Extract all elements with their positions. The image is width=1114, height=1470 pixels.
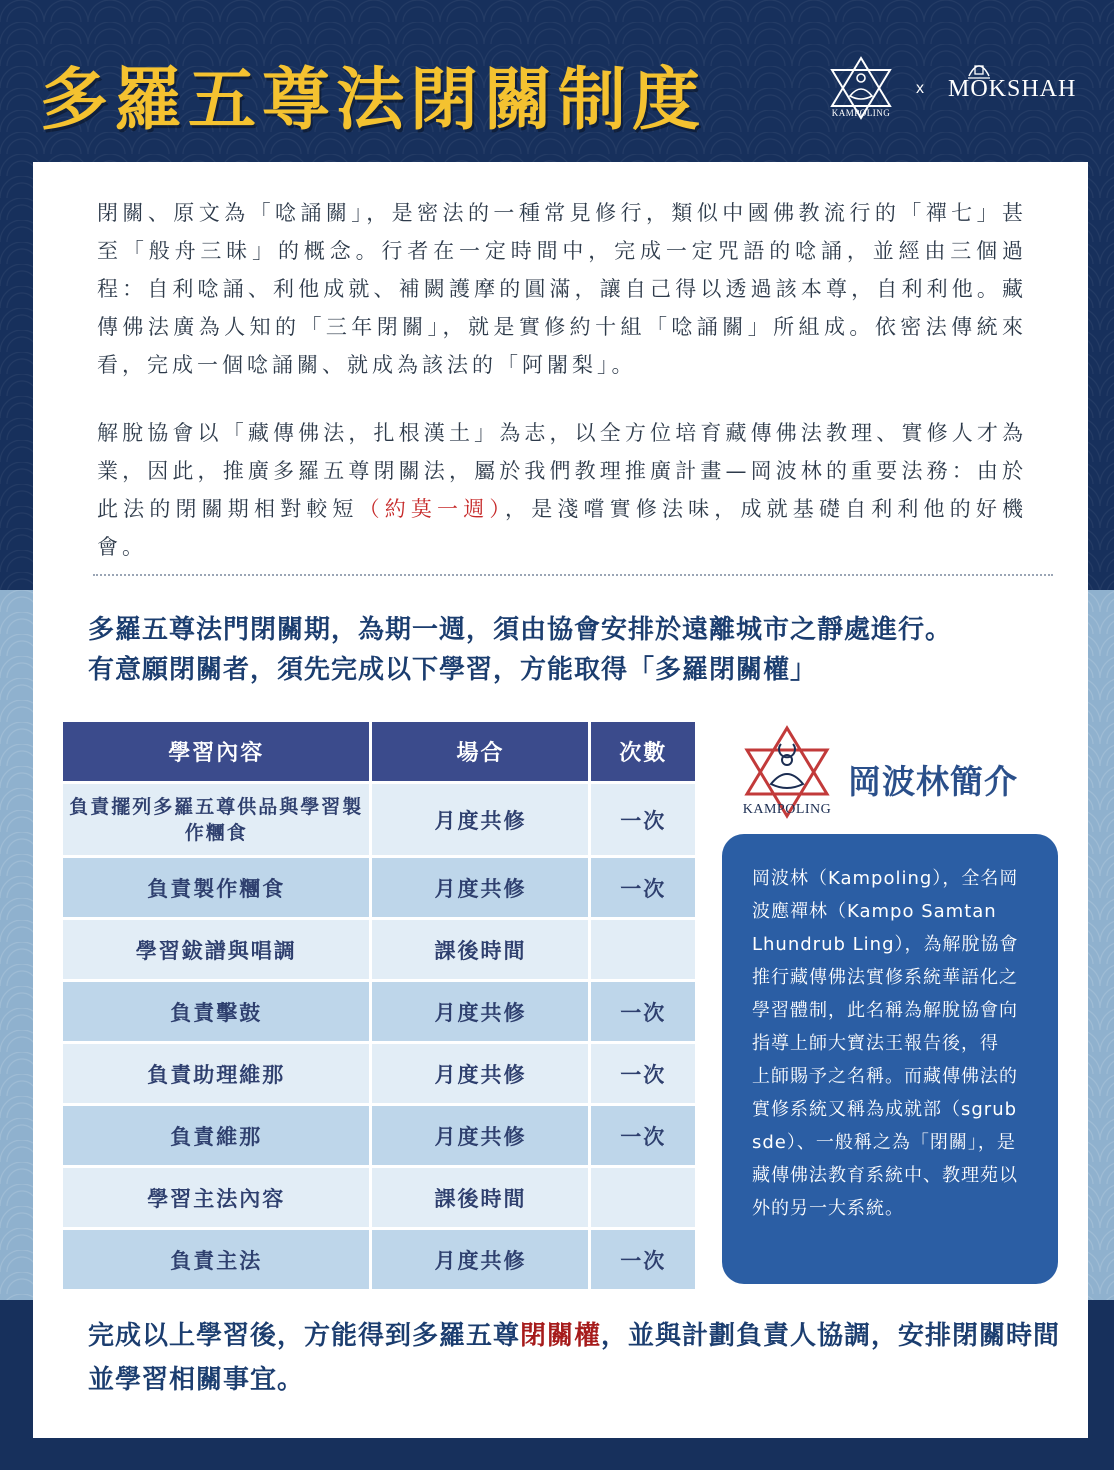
table-cell-content: 學習鈸譜與唱調 [63,917,369,979]
table-cell-occasion: 月度共修 [372,1227,588,1289]
partner-logos [826,56,1086,120]
intro-section [97,194,1027,566]
table-cell-content: 負責擊鼓 [63,979,369,1041]
kampoling-intro-title: 岡波林簡介 [848,762,1018,801]
column-header-count: 次數 [591,722,695,781]
page-title: 多羅五尊法閉關制度 [40,60,707,140]
table-cell-occasion: 月度共修 [372,979,588,1041]
kampoling-intro-box [722,834,1058,1284]
table-cell-content: 負責助理維那 [63,1041,369,1103]
table-cell-count: 一次 [591,979,695,1041]
table-row [63,1227,695,1289]
intro-paragraph-2-text: 解脫協會以「藏傳佛法，扎根漢土」為志，以全方位培育藏傳佛法教理、實修人才為業，因此，推廣多羅五尊閉關法，屬於我們教理推廣計畫—岡波林的重要法務：由於此法的閉關期相對較短 [97,421,1027,521]
table-cell-content: 負責擺列多羅五尊供品與學習製作糰食 [63,781,369,855]
table-row [63,917,695,979]
table-cell-content: 負責主法 [63,1227,369,1289]
table-cell-count: 一次 [591,855,695,917]
table-cell-occasion: 月度共修 [372,1103,588,1165]
table-cell-count: 一次 [591,1103,695,1165]
column-header-occasion: 場合 [372,722,588,781]
logo-separator: x [916,80,924,97]
table-cell-content: 學習主法內容 [63,1165,369,1227]
table-cell-occasion: 課後時間 [372,917,588,979]
retreat-duration-highlight: （約莫一週） [358,497,506,521]
study-requirements-table [60,722,698,1289]
table-cell-occasion: 課後時間 [372,1165,588,1227]
table-cell-count [591,917,695,979]
table-cell-occasion: 月度共修 [372,781,588,855]
intro-paragraph-2-ending: ，是淺嚐實修法味，成就基礎自利利他的好機會。 [97,497,1028,559]
table-cell-content: 負責維那 [63,1103,369,1165]
table-row [63,855,695,917]
table-cell-count: 一次 [591,781,695,855]
table-cell-count: 一次 [591,1041,695,1103]
content-card [33,162,1088,1438]
table-row [63,1041,695,1103]
intro-paragraph-1: 閉關、原文為「唸誦關」，是密法的一種常見修行，類似中國佛教流行的「禪七」甚至「般舟三昧」的概念。行者在一定時間中，完成一定咒語的唸誦，並經由三個過程：自利唸誦、利他成就、補闕護摩的圓滿，讓自己得以透過該本尊，自利利他。藏傳佛法廣為人知的「三年閉關」，就是實修約十組「唸誦關」所組成。依密法傳統來看，完成一個唸誦關、就成為該法的「阿闍梨」。 [97,201,1027,377]
completion-note-text: 完成以上學習後，方能得到多羅五尊 [88,1321,521,1351]
kampoling-intro-text: 岡波林（Kampoling），全名岡波應禪林（Kampo Samtan Lhundrub Ling），為解脫協會推行藏傳佛法實修系統華語化之學習體制，此名稱為解脫協會向指導上師大寶法王報告後，得 上師賜予之名稱。而藏傳佛法的實修系統又稱為成就部（sgrub sde）、一般稱之為「閉關」，是藏傳佛法教育系統中、教理苑以外的另一大系統。 [752,868,1037,1219]
requirements-heading-line-1: 多羅五尊法門閉關期，為期一週，須由協會安排於遠離城市之靜處進行。 [88,615,953,645]
completion-note [88,1314,1068,1402]
kampoling-logo-text: KAMPOLING [831,108,891,118]
table-cell-count: 一次 [591,1227,695,1289]
column-header-content: 學習內容 [63,722,369,781]
kampoling-emblem-text: KAMPOLING [742,802,832,817]
dotted-divider [93,574,1053,576]
table-row [63,1103,695,1165]
table-cell-occasion: 月度共修 [372,855,588,917]
intro-paragraph-2 [97,414,1027,566]
requirements-heading [88,610,1068,690]
table-row [63,979,695,1041]
table-cell-count [591,1165,695,1227]
completion-note-ending: ，並與計劃負責人協調，安排閉關時間並學習相關事宜。 [88,1321,1061,1395]
table-row [63,1165,695,1227]
requirements-heading-line-2: 有意願閉關者，須先完成以下學習，方能取得「多羅閉關權」 [88,655,818,685]
table-cell-content: 負責製作糰食 [63,855,369,917]
table-cell-occasion: 月度共修 [372,1041,588,1103]
retreat-right-highlight: 閉關權 [520,1321,602,1351]
mokshah-logo-text: MOKSHAH [948,76,1077,102]
table-row [63,781,695,855]
